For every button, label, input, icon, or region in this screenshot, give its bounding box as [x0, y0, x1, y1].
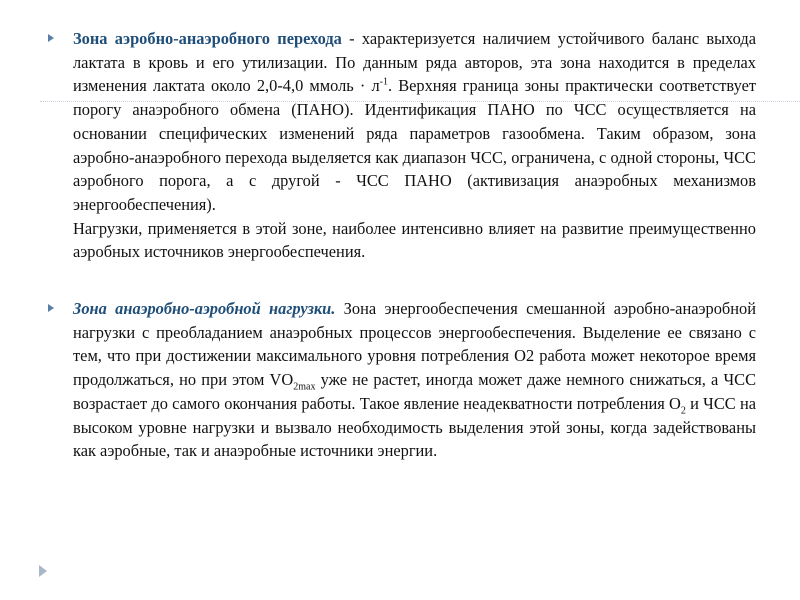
triangle-bullet-icon — [48, 34, 54, 42]
bullet-paragraph — [73, 27, 756, 264]
paragraph-text: Зона энергообеспечения смешанной аэробно-анаэробной нагрузки с преобладанием анаэробных процессов энергообеспечения. Выделение ее связано с тем, что при достижении максимального уровня потребления О2 работа может некоторое время продолжаться, но при этом VO — [73, 299, 756, 390]
paragraph-text: и ЧСС на высоком уровне нагрузки и вызвало необходимость выделения этой зоны, когда задействованы как аэробные, так и анаэробные источники энергии. — [73, 393, 756, 461]
superscript: -1 — [379, 76, 388, 88]
paragraph-text: уже не растет, иногда может даже немного снижаться, а ЧСС возрастает до самого окончания работы. Такое явление неадекватности потребления О — [73, 370, 756, 413]
term-heading: Зона аэробно-анаэробного перехода — [73, 29, 342, 48]
term-heading: Зона анаэробно-аэробной нагрузки. — [73, 299, 336, 318]
bullet-item-anaerobic-aerobic-load — [44, 297, 756, 463]
subscript: 2 — [680, 405, 686, 417]
paragraph-text: . Верхняя граница зоны практически соответствует порогу анаэробного обмена (ПАНО). Идентификация ПАНО по ЧСС осуществляется на основании специфических изменений ряда параметров газообмена. Таким образом, зона аэробно-анаэробного перехода выделяется как диапазон ЧСС, ограничена, с одной стороны, ЧСС аэробного порога, а с другой - ЧСС ПАНО (активизация анаэробных механизмов энергообеспечения). — [73, 76, 757, 214]
subscript: 2max — [293, 381, 316, 393]
triangle-bullet-icon — [48, 304, 54, 312]
bullet-item-aerobic-anaerobic-transition — [44, 27, 756, 264]
slide-nav-triangle-icon[interactable] — [39, 565, 47, 577]
paragraph-text: Нагрузки, применяется в этой зоне, наиболее интенсивно влияет на развитие преимущественно аэробных источников энергообеспечения. — [73, 218, 756, 262]
bullet-paragraph — [73, 297, 756, 463]
paragraph-text: - характеризуется наличием устойчивого баланс выхода лактата в кровь и его утилизации. По данным ряда авторов, эта зона находится в пределах изменения лактата около 2,0-4,0 ммоль · л — [73, 29, 756, 96]
